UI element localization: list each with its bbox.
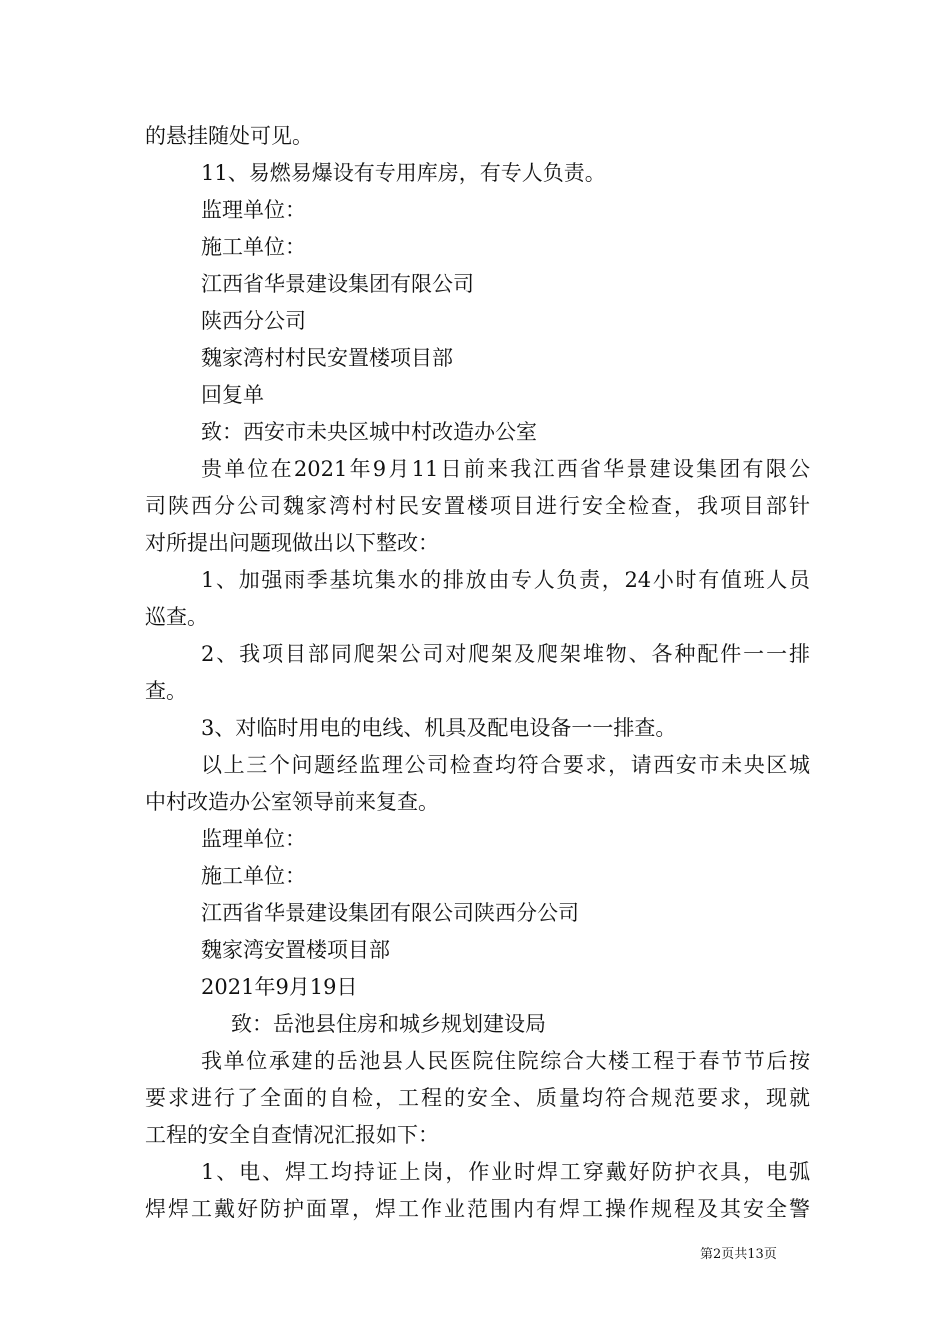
text-line: 对所提出问题现做出以下整改： — [145, 531, 439, 555]
text-line: 查。 — [145, 679, 187, 703]
text-line: 回复单 — [201, 383, 264, 407]
text-line: 11、易燃易爆设有专用库房，有专人负责。 — [201, 161, 606, 185]
text-line: 2、我项目部同爬架公司对爬架及爬架堆物、各种配件一一排 — [201, 642, 810, 666]
text-line: 魏家湾安置楼项目部 — [201, 938, 390, 962]
text-line: 1、电、焊工均持证上岗，作业时焊工穿戴好防护衣具，电弧 — [201, 1160, 810, 1184]
text-line: 贵单位在2021年9月11日前来我江西省华景建设集团有限公 — [201, 457, 810, 481]
text-line: 施工单位： — [201, 864, 306, 888]
text-line: 中村改造办公室领导前来复查。 — [145, 790, 439, 814]
text-line: 我单位承建的岳池县人民医院住院综合大楼工程于春节节后按 — [201, 1049, 810, 1073]
text-line: 焊焊工戴好防护面罩，焊工作业范围内有焊工操作规程及其安全警 — [145, 1197, 810, 1221]
text-line: 司陕西分公司魏家湾村村民安置楼项目进行安全检查，我项目部针 — [145, 494, 810, 518]
text-line: 以上三个问题经监理公司检查均符合要求，请西安市未央区城 — [201, 753, 810, 777]
text-line: 致：西安市未央区城中村改造办公室 — [201, 420, 537, 444]
text-line: 监理单位： — [201, 198, 306, 222]
text-line: 魏家湾村村民安置楼项目部 — [201, 346, 453, 370]
page-number: 第2页共13页 — [700, 1247, 777, 1262]
text-line: 的悬挂随处可见。 — [145, 124, 313, 148]
text-line: 工程的安全自查情况汇报如下： — [145, 1123, 439, 1147]
text-line: 2021年9月19日 — [201, 975, 358, 999]
text-line: 陕西分公司 — [201, 309, 306, 333]
text-line: 3、对临时用电的电线、机具及配电设备一一排查。 — [201, 716, 677, 740]
text-line: 施工单位： — [201, 235, 306, 259]
text-line: 江西省华景建设集团有限公司 — [201, 272, 474, 296]
text-line: 巡查。 — [145, 605, 208, 629]
text-line: 监理单位： — [201, 827, 306, 851]
document-body — [145, 118, 810, 1228]
text-line: 要求进行了全面的自检，工程的安全、质量均符合规范要求，现就 — [145, 1086, 810, 1110]
text-line: 江西省华景建设集团有限公司陕西分公司 — [201, 901, 579, 925]
text-line: 致：岳池县住房和城乡规划建设局 — [231, 1012, 546, 1036]
text-line: 1、加强雨季基坑集水的排放由专人负责，24小时有值班人员 — [201, 568, 810, 592]
